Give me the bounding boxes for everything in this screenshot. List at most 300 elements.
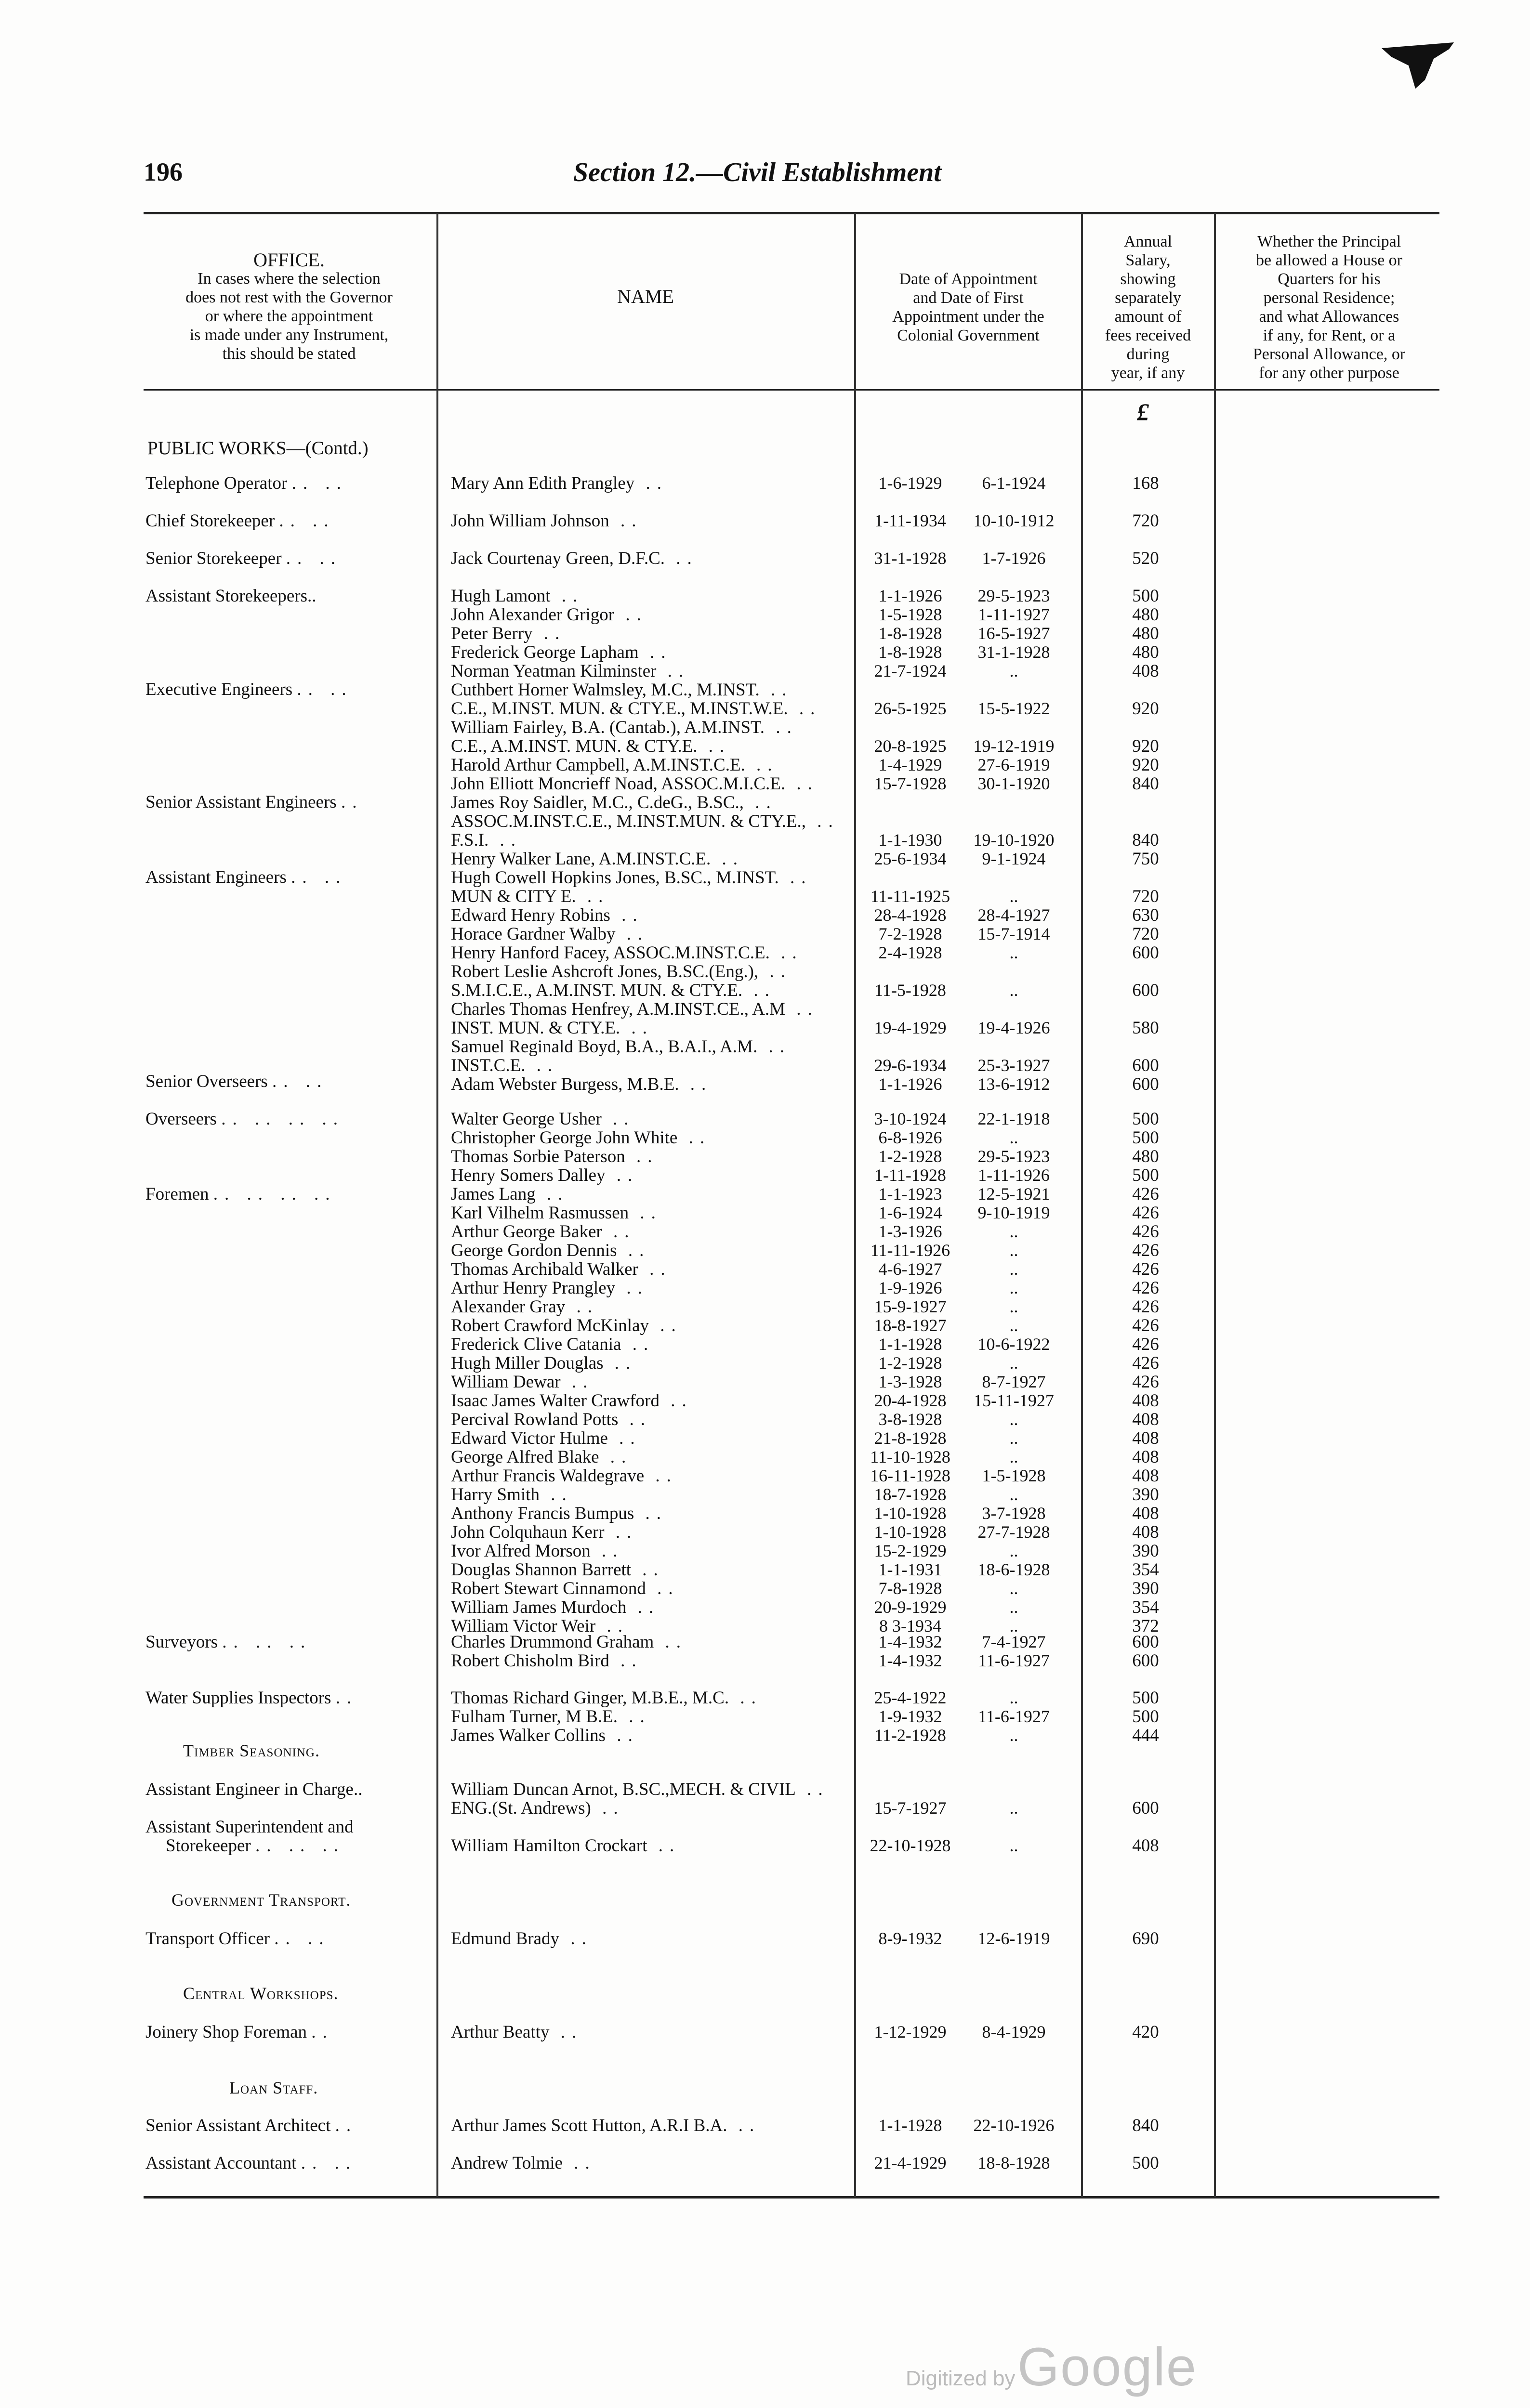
- entry-name-text: William James Murdoch: [451, 1597, 627, 1617]
- entry-name: [451, 1929, 593, 1948]
- appointment-date: 1-8-1928: [878, 642, 942, 662]
- watermark-small-text: Digitized by: [906, 2367, 1016, 2390]
- office-label: Overseers .. .. .. ..: [145, 1109, 344, 1129]
- office-label: Senior Overseers .. ..: [145, 1072, 329, 1091]
- entry-dates: [858, 1000, 1068, 1019]
- first-appointment-date: ..: [1009, 887, 1018, 906]
- house-header-line: Whether the Principal: [1257, 233, 1401, 250]
- entry-name-text: Samuel Reginald Boyd, B.A., B.A.I., A.M.: [451, 1037, 758, 1057]
- entry-name-text: Thomas Archibald Walker: [451, 1259, 638, 1279]
- entry-name: [451, 1688, 763, 1707]
- dot-leader: ..: [590, 1541, 624, 1561]
- first-appointment-date: 15-5-1922: [977, 699, 1050, 718]
- office-label: Senior Assistant Engineers ..: [145, 792, 364, 812]
- annual-salary: 840: [1132, 2116, 1159, 2135]
- first-appointment-date: 11-6-1927: [978, 1651, 1050, 1670]
- entry-name: [451, 681, 793, 699]
- dot-leader: ..: [595, 1616, 629, 1636]
- entry-dates: [858, 1279, 1068, 1297]
- office-text: Senior Assistant Architect: [145, 2116, 331, 2135]
- first-appointment-date: 1-11-1927: [978, 605, 1050, 624]
- entry-dates: [858, 812, 1068, 831]
- dot-leader: ..: [559, 1929, 593, 1949]
- appointment-date: 2-4-1928: [878, 943, 942, 962]
- entry-name: [451, 812, 840, 831]
- salary-header-line: Annual: [1123, 233, 1173, 250]
- first-appointment-date: 8-4-1929: [982, 2022, 1046, 2042]
- entry-name: [451, 1707, 651, 1726]
- entry-name: [451, 1836, 681, 1855]
- entry-name-text: Frederick Clive Catania: [451, 1335, 621, 1354]
- first-appointment-date: 29-5-1923: [977, 586, 1050, 605]
- appointment-date: 15-9-1927: [874, 1297, 947, 1316]
- first-appointment-date: ..: [1009, 1410, 1018, 1429]
- entry-name: [451, 1429, 642, 1448]
- salary-header-line: year, if any: [1111, 364, 1185, 382]
- entry-name-text: Edmund Brady: [451, 1929, 560, 1949]
- entry-name-text: Harry Smith: [451, 1485, 540, 1505]
- office-text: Executive Engineers: [145, 680, 293, 699]
- entry-name: [451, 1780, 830, 1799]
- first-appointment-date: 10-10-1912: [973, 511, 1055, 530]
- first-appointment-date: 29-5-1923: [977, 1147, 1050, 1166]
- office-text: Senior Storekeeper: [145, 549, 282, 568]
- appointment-date: 6-8-1926: [878, 1128, 942, 1147]
- annual-salary: 168: [1132, 473, 1159, 493]
- dot-leader: ..: [563, 2153, 596, 2173]
- appointment-date: 1-6-1929: [878, 473, 942, 493]
- appointment-date: 1-9-1926: [878, 1278, 942, 1297]
- table-bottom-rule: [144, 2196, 1439, 2199]
- entry-name-text: Robert Leslie Ashcroft Jones, B.SC.(Eng.),: [451, 962, 759, 982]
- entry-dates: [858, 1429, 1068, 1448]
- dot-leader: ..: [617, 1707, 651, 1727]
- first-appointment-date: 25-3-1927: [977, 1056, 1050, 1075]
- dot-leader: ..: [631, 1560, 665, 1580]
- entry-name-text: George Alfred Blake: [451, 1447, 599, 1467]
- appointment-date: 1-2-1928: [878, 1147, 942, 1166]
- house-header-line: if any, for Rent, or a: [1263, 327, 1396, 344]
- entry-name: [451, 906, 644, 925]
- entry-dates: [858, 643, 1068, 662]
- entry-name: [451, 1000, 819, 1019]
- table-top-rule: [144, 212, 1439, 214]
- entry-dates: [858, 925, 1068, 943]
- entry-dates: [858, 662, 1068, 681]
- entry-dates: [858, 1019, 1068, 1037]
- appointment-date: 7-2-1928: [878, 924, 942, 943]
- dot-leader: ..: [745, 755, 779, 775]
- dot-leader: ..: [638, 1259, 672, 1279]
- annual-salary: 390: [1132, 1541, 1159, 1561]
- entry-name-text: Andrew Tolmie: [451, 2153, 563, 2173]
- appointment-date: 22-10-1928: [870, 1836, 951, 1855]
- entry-name-text: Henry Walker Lane, A.M.INST.C.E.: [451, 849, 711, 869]
- digitized-watermark: [906, 2336, 1197, 2398]
- entry-name-text: Arthur James Scott Hutton, A.R.I B.A.: [451, 2116, 727, 2135]
- entry-dates: [858, 737, 1068, 756]
- office-text: Assistant Accountant: [145, 2153, 297, 2173]
- entry-name-text: Hugh Miller Douglas: [451, 1353, 604, 1373]
- first-appointment-date: ..: [1009, 1447, 1018, 1466]
- office-label: Storekeeper .. .. ..: [166, 1836, 345, 1856]
- annual-salary: 500: [1132, 1688, 1159, 1708]
- dot-leader: ..: [607, 1428, 642, 1448]
- appointment-date: 1-3-1928: [878, 1372, 942, 1391]
- entry-name: [451, 1579, 680, 1598]
- entry-name-text: Thomas Richard Ginger, M.B.E., M.C.: [451, 1688, 729, 1708]
- entry-dates: [858, 1297, 1068, 1316]
- entry-dates: [858, 1075, 1068, 1094]
- office-text: Senior Overseers: [145, 1072, 268, 1091]
- office-header-title: OFFICE.: [253, 249, 325, 271]
- entry-name-text: Fulham Turner, M B.E.: [451, 1707, 618, 1727]
- entry-name-text: Cuthbert Horner Walmsley, M.C., M.INST.: [451, 680, 760, 700]
- entry-name-text: Anthony Francis Bumpus: [451, 1504, 634, 1523]
- appointment-date: 1-1-1928: [878, 1335, 942, 1354]
- dot-leader: ..: [806, 811, 840, 831]
- annual-salary: 630: [1132, 905, 1159, 925]
- dot-leader: ..: [644, 1466, 678, 1486]
- entry-name-text: ASSOC.M.INST.C.E., M.INST.MUN. & CTY.E.,: [451, 811, 806, 831]
- entry-name: [451, 662, 690, 681]
- annual-salary: 408: [1132, 1410, 1159, 1429]
- entry-name-text: Arthur Beatty: [451, 2022, 550, 2042]
- dot-leader: ..: [620, 1018, 654, 1038]
- watermark-logo-text: Google: [1017, 2337, 1198, 2397]
- first-appointment-date: ..: [1009, 981, 1018, 1000]
- dot-leader: ..: [711, 849, 744, 869]
- office-label: Foremen .. .. .. ..: [145, 1184, 337, 1204]
- entry-dates: [858, 1726, 1068, 1745]
- annual-salary: 600: [1132, 1651, 1159, 1671]
- entry-dates: [858, 1056, 1068, 1075]
- entry-dates: [858, 1542, 1068, 1560]
- entry-name: [451, 1110, 635, 1128]
- entry-name-text: Charles Drummond Graham: [451, 1632, 654, 1652]
- dot-leader: ..: [638, 642, 673, 662]
- entry-name-text: Hugh Lamont: [451, 586, 551, 606]
- entry-name-text: Jack Courtenay Green, D.F.C.: [451, 549, 665, 568]
- entry-name: [451, 1485, 573, 1504]
- annual-salary: 520: [1132, 549, 1159, 568]
- office-header-note: does not rest with the Governor: [185, 288, 393, 306]
- first-appointment-date: 31-1-1928: [977, 642, 1050, 662]
- entry-name: [451, 756, 779, 774]
- annual-salary: 426: [1132, 1203, 1159, 1223]
- header-bottom-rule: [144, 389, 1439, 391]
- first-appointment-date: 15-11-1927: [974, 1391, 1054, 1410]
- office-header-note: is made under any Instrument,: [189, 326, 389, 344]
- entry-name-text: Douglas Shannon Barrett: [451, 1560, 632, 1580]
- house-header-line: Quarters for his: [1278, 270, 1381, 288]
- entry-name-text: Ivor Alfred Morson: [451, 1541, 591, 1561]
- entry-name: [451, 737, 731, 756]
- dot-leader: ..: [599, 1447, 633, 1467]
- entry-name-text: Percival Rowland Potts: [451, 1410, 619, 1429]
- entry-name-text: Horace Gardner Walby: [451, 924, 616, 944]
- entry-name-text: William Hamilton Crockart: [451, 1836, 647, 1856]
- entry-dates: [858, 906, 1068, 925]
- entry-name-text: William Duncan Arnot, B.SC.,MECH. & CIVIL: [451, 1780, 796, 1799]
- dot-leader: ..: [727, 2116, 761, 2135]
- dot-leader: ..: [758, 962, 792, 982]
- appointment-date: 20-9-1929: [874, 1597, 947, 1617]
- annual-salary: 420: [1132, 2022, 1159, 2042]
- entry-name: [451, 1128, 711, 1147]
- first-appointment-date: 27-7-1928: [977, 1522, 1050, 1542]
- first-appointment-date: 27-6-1919: [977, 755, 1050, 774]
- entry-dates: [858, 850, 1068, 868]
- annual-salary: 600: [1132, 1798, 1159, 1818]
- office-text: Assistant Engineers: [145, 867, 287, 887]
- annual-salary: 426: [1132, 1372, 1159, 1392]
- dot-leader: ..: [602, 1222, 636, 1242]
- entry-name: [451, 605, 648, 624]
- entry-dates: [858, 2023, 1068, 2042]
- dot-leader: ..: [665, 549, 699, 568]
- entry-dates: [858, 474, 1068, 493]
- entry-name: [451, 1166, 639, 1185]
- appointment-date: 1-11-1928: [874, 1165, 946, 1185]
- entry-name-text: Charles Thomas Henfrey, A.M.INST.CE., A.M: [451, 999, 786, 1019]
- entry-name-text: Mary Ann Edith Prangley: [451, 473, 635, 493]
- first-appointment-date: ..: [1009, 1616, 1018, 1636]
- entry-dates: [858, 1110, 1068, 1128]
- annual-salary: 354: [1132, 1560, 1159, 1580]
- dot-leader: ..: [778, 868, 813, 888]
- entry-dates: [858, 1316, 1068, 1335]
- column-divider-1: [436, 213, 438, 2197]
- annual-salary: 920: [1132, 755, 1159, 775]
- appointment-date: 31-1-1928: [874, 549, 947, 568]
- entry-name: [451, 718, 798, 737]
- entry-dates: [858, 1799, 1068, 1818]
- entry-dates: [858, 1260, 1068, 1279]
- annual-salary: 600: [1132, 943, 1159, 963]
- dot-leader: ..: [618, 1410, 652, 1429]
- entry-dates: [858, 756, 1068, 774]
- sub-section-heading: Loan Staff.: [229, 2078, 318, 2097]
- dot-leader: ..: [621, 1335, 655, 1354]
- appointment-date: 1-11-1934: [874, 511, 946, 530]
- office-header-note: In cases where the selection: [198, 270, 381, 288]
- entry-dates: [858, 1560, 1068, 1579]
- dot-leader: ..: [601, 1109, 635, 1129]
- entry-name: [451, 868, 813, 887]
- office-label: Senior Assistant Architect ..: [145, 2116, 358, 2135]
- appointment-date: 1-4-1932: [878, 1632, 942, 1651]
- appointment-date: 11-10-1928: [870, 1447, 950, 1466]
- annual-salary: 600: [1132, 1056, 1159, 1075]
- entry-dates: [858, 1128, 1068, 1147]
- dot-leader: ..: [757, 1037, 791, 1057]
- entry-name-text: C.E., M.INST. MUN. & CTY.E., M.INST.W.E.: [451, 699, 788, 719]
- office-column-header: [145, 250, 434, 363]
- appointment-date: 1-5-1928: [878, 605, 942, 624]
- appointment-date: 16-11-1928: [870, 1466, 950, 1485]
- entry-name-text: Edward Victor Hulme: [451, 1428, 608, 1448]
- entry-name: [451, 1448, 633, 1466]
- annual-salary: 500: [1132, 1165, 1159, 1185]
- dot-leader: ..: [759, 680, 793, 700]
- annual-salary: 580: [1132, 1018, 1159, 1038]
- dot-leader: ..: [615, 924, 649, 944]
- annual-salary: 500: [1132, 2153, 1159, 2173]
- appointment-date: 18-8-1927: [874, 1316, 947, 1335]
- entry-dates: [858, 1147, 1068, 1166]
- entry-name-text: James Walker Collins: [451, 1726, 606, 1745]
- entry-dates: [858, 1688, 1068, 1707]
- entry-name: [451, 1466, 678, 1485]
- office-label: Assistant Accountant .. ..: [145, 2153, 357, 2173]
- entry-dates: [858, 1354, 1068, 1373]
- entry-name: [451, 1373, 594, 1391]
- date-header-line: Date of Appointment: [899, 270, 1038, 288]
- page-number: 196: [144, 157, 183, 186]
- first-appointment-date: ..: [1009, 1297, 1018, 1316]
- entry-dates: [858, 1504, 1068, 1523]
- appointment-date: 25-4-1922: [874, 1688, 947, 1707]
- annual-salary: 720: [1132, 887, 1159, 906]
- entry-name: [451, 587, 584, 605]
- first-appointment-date: ..: [1009, 943, 1018, 962]
- entry-dates: [858, 1166, 1068, 1185]
- dot-leader: ..: [729, 1688, 763, 1708]
- dot-leader: ..: [488, 830, 523, 850]
- entry-dates: [858, 1222, 1068, 1241]
- office-text: Water Supplies Inspectors: [145, 1688, 331, 1708]
- dot-leader: ..: [560, 1372, 594, 1392]
- first-appointment-date: ..: [1009, 1485, 1018, 1504]
- entry-dates: [858, 1410, 1068, 1429]
- entry-name: [451, 1651, 643, 1670]
- dot-leader: ..: [654, 1632, 688, 1652]
- annual-salary: 920: [1132, 699, 1159, 719]
- date-header-line: Colonial Government: [897, 327, 1040, 344]
- entry-name: [451, 1147, 659, 1166]
- entry-dates: [858, 1485, 1068, 1504]
- first-appointment-date: 22-10-1926: [973, 2116, 1055, 2135]
- entry-dates: [858, 1037, 1068, 1056]
- office-text: Foremen: [145, 1184, 209, 1204]
- first-appointment-date: 8-7-1927: [982, 1372, 1046, 1391]
- annual-salary: 600: [1132, 981, 1159, 1000]
- office-label: [145, 1818, 354, 1836]
- annual-salary: 426: [1132, 1297, 1159, 1317]
- entry-name-text: William Victor Weir: [451, 1616, 596, 1636]
- entry-dates: [858, 549, 1068, 568]
- entry-name-text: Frederick George Lapham: [451, 642, 639, 662]
- entry-dates: [858, 1185, 1068, 1204]
- entry-dates: [858, 699, 1068, 718]
- entry-name: [451, 1316, 683, 1335]
- office-text: Storekeeper: [166, 1836, 251, 1856]
- first-appointment-date: 18-8-1928: [977, 2153, 1050, 2172]
- office-text: Assistant Superintendent and: [145, 1817, 354, 1837]
- entry-dates: [858, 681, 1068, 699]
- annual-salary: 500: [1132, 1707, 1159, 1727]
- corner-ink-mark: [1382, 42, 1454, 91]
- entry-name-text: Robert Chisholm Bird: [451, 1651, 609, 1671]
- office-text: Telephone Operator: [145, 473, 288, 493]
- house-header-line: be allowed a House or: [1255, 251, 1402, 269]
- annual-salary: 840: [1132, 774, 1159, 794]
- entry-dates: [858, 1836, 1068, 1855]
- annual-salary: 426: [1132, 1335, 1159, 1354]
- appointment-date: 21-7-1924: [874, 661, 947, 681]
- annual-salary: 444: [1132, 1726, 1159, 1745]
- annual-salary: 408: [1132, 1836, 1159, 1856]
- office-label: Surveyors .. .. ..: [145, 1632, 312, 1652]
- annual-salary: 500: [1132, 586, 1159, 606]
- office-label: Assistant Engineers .. ..: [145, 867, 347, 887]
- sub-section-heading: Government Transport.: [171, 1890, 351, 1910]
- annual-salary: 426: [1132, 1241, 1159, 1260]
- appointment-date: 8 3-1934: [879, 1616, 941, 1636]
- appointment-date: 20-8-1925: [874, 736, 947, 756]
- annual-salary: 408: [1132, 1466, 1159, 1486]
- office-text: Overseers: [145, 1109, 217, 1129]
- entry-name-text: James Lang: [451, 1184, 536, 1204]
- annual-salary: 600: [1132, 1074, 1159, 1094]
- first-appointment-date: 15-7-1914: [977, 924, 1050, 943]
- entry-name: [451, 2023, 583, 2042]
- annual-salary: 500: [1132, 1128, 1159, 1148]
- entry-dates: [858, 962, 1068, 981]
- dot-leader: ..: [609, 511, 643, 531]
- dot-leader: ..: [576, 887, 610, 906]
- entry-name-text: Hugh Cowell Hopkins Jones, B.SC., M.INST.: [451, 868, 779, 888]
- office-label: Executive Engineers .. ..: [145, 680, 353, 699]
- annual-salary: 408: [1132, 1428, 1159, 1448]
- name-column-header: NAME: [617, 286, 674, 307]
- entry-name-text: Norman Yeatman Kilminster: [451, 661, 657, 681]
- sub-section-heading: Timber Seasoning.: [183, 1741, 320, 1760]
- column-divider-4: [1214, 213, 1216, 2197]
- appointment-date: 11-11-1926: [870, 1241, 950, 1260]
- dot-leader: ..: [535, 1184, 569, 1204]
- section-heading: PUBLIC WORKS—(Contd.): [147, 438, 369, 458]
- dot-leader: ..: [591, 1798, 625, 1818]
- house-header-line: Personal Allowance, or: [1253, 345, 1406, 363]
- entry-name: [451, 643, 672, 662]
- annual-salary: 354: [1132, 1597, 1159, 1617]
- appointment-date: 1-12-1929: [874, 2022, 947, 2042]
- office-text: Chief Storekeeper: [145, 511, 275, 531]
- entry-dates: [858, 2116, 1068, 2135]
- salary-header-line: during: [1126, 345, 1170, 363]
- house-header-line: and what Allowances: [1259, 308, 1399, 326]
- dot-leader: ..: [565, 1297, 599, 1317]
- annual-salary: 500: [1132, 1109, 1159, 1129]
- appointment-date: 8-9-1932: [878, 1929, 942, 1948]
- entry-dates: [858, 774, 1068, 793]
- entry-name: [451, 774, 819, 793]
- appointment-date: 1-1-1930: [878, 830, 942, 850]
- dot-leader: ..: [606, 1726, 639, 1745]
- entry-name: [451, 1185, 569, 1204]
- dot-leader: ..: [649, 1316, 683, 1335]
- entry-name-text: Robert Stewart Cinnamond: [451, 1579, 646, 1598]
- dot-leader: ..: [647, 1836, 681, 1856]
- appointment-date: 1-6-1924: [878, 1203, 942, 1222]
- entry-name: [451, 1542, 624, 1560]
- first-appointment-date: ..: [1009, 1128, 1018, 1147]
- appointment-date: 26-5-1925: [874, 699, 947, 718]
- entry-dates: [858, 1241, 1068, 1260]
- entry-dates: [858, 1466, 1068, 1485]
